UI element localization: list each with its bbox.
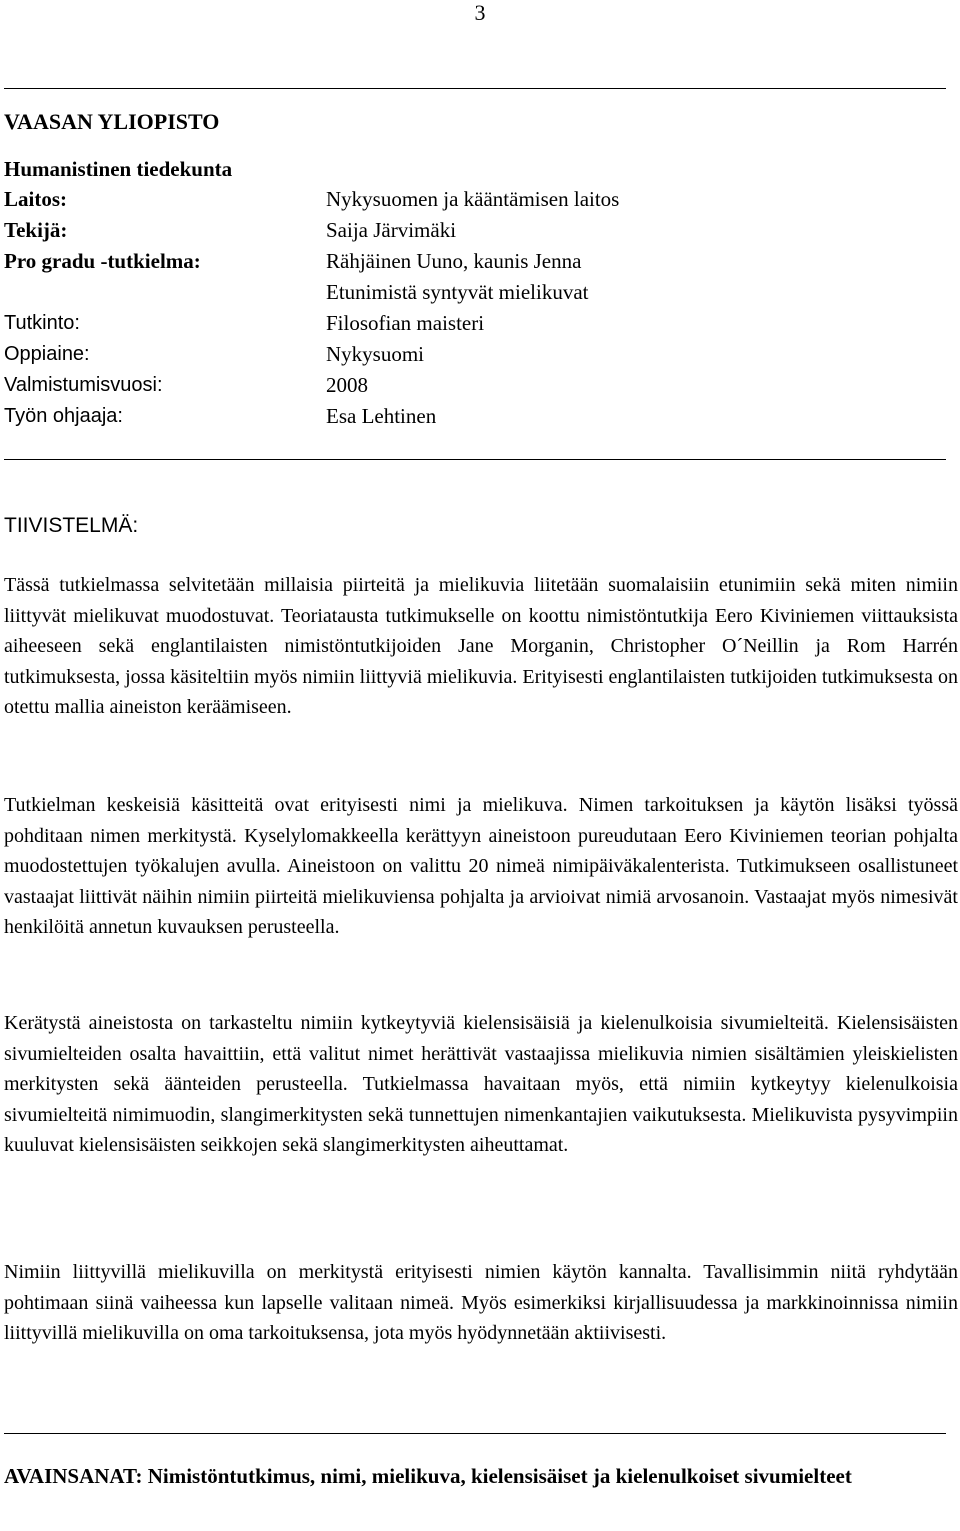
meta-value: Nykysuomen ja kääntämisen laitos xyxy=(326,187,620,211)
abstract-paragraph xyxy=(4,1008,958,1161)
meta-value: Rähjäinen Uuno, kaunis Jenna xyxy=(326,249,582,273)
meta-row-thesis-subtitle xyxy=(0,277,960,308)
meta-value: Saija Järvimäki xyxy=(326,218,457,242)
university-name: VAASAN YLIOPISTO xyxy=(4,109,220,134)
meta-row-thesis-title xyxy=(0,246,960,277)
keywords-divider xyxy=(4,1433,946,1434)
meta-row-department xyxy=(0,184,960,215)
meta-label: Valmistumisvuosi: xyxy=(4,374,163,396)
meta-divider xyxy=(4,459,946,460)
abstract-paragraph xyxy=(4,790,958,943)
abstract-paragraph xyxy=(4,570,958,723)
top-divider xyxy=(4,88,946,89)
faculty-name: Humanistinen tiedekunta xyxy=(4,157,233,181)
meta-label: Työn ohjaaja: xyxy=(4,405,123,427)
meta-row-author xyxy=(0,215,960,246)
meta-label: Tutkinto: xyxy=(4,312,80,334)
meta-value: Esa Lehtinen xyxy=(326,404,437,428)
abstract-heading: TIIVISTELMÄ: xyxy=(4,514,139,537)
meta-value: Etunimistä syntyvät mielikuvat xyxy=(326,280,589,304)
meta-label: Oppiaine: xyxy=(4,343,90,365)
paragraph-text: Tässä tutkielmassa selvitetään millaisia piirteitä ja mielikuvia liitetään suomalaisiin etunimiin sekä miten nimiin liittyvät mielikuvat muodostuvat. Teoriatausta tutkimukselle on koottu nimistöntutkija Eero Kiviniemen viittauksista aiheeseen sekä englantilaisten nimistöntutkijoiden Jane Morganin, Christopher O´Neillin ja Rom Harrén tutkimuksesta, jossa käsiteltiin myös nimiin liittyviä mielikuvia. Erityisesti englantilaisten tutkijoiden tutkimuksesta on otettu mallia aineiston keräämiseen. xyxy=(4,574,958,719)
paragraph-text: Kerätystä aineistosta on tarkasteltu nimiin kytkeytyviä kielensisäisiä ja kielenulkoisia sivumielteitä. Kielensisäisten sivumielteiden osalta havaittiin, että valitut nimet herättivät vastaajissa mielikuvia nimien sisältämien yleiskielisten merkitysten sekä äänteiden perusteella. Tutkielmassa havaitaan myös, että nimiin kytkeytyy kielenulkoisia sivumielteitä nimimuodin, slangimerkitysten sekä tunnettujen nimenkantajien vaikutuksesta. Mielikuvista pysyvimpiin kuuluvat kielensisäisten seikkojen sekä slangimerkitysten aiheuttamat. xyxy=(4,1012,958,1157)
meta-row-subject xyxy=(0,339,960,370)
meta-label: Tekijä: xyxy=(4,218,68,242)
meta-value: 2008 xyxy=(326,373,368,397)
paragraph-text: Nimiin liittyvillä mielikuvilla on merkitystä erityisesti nimien käytön kannalta. Tavallisimmin niitä ryhdytään pohtimaan siinä vaiheessa kun lapselle valitaan nimeä. Myös esimerkiksi kirjallisuudessa ja markkinoinnissa nimiin liittyvillä mielikuvilla on oma tarkoituksensa, jota myös hyödynnetään aktiivisesti. xyxy=(4,1261,958,1345)
meta-label: Laitos: xyxy=(4,187,67,211)
meta-row-year xyxy=(0,370,960,401)
abstract-paragraph xyxy=(4,1257,958,1349)
thesis-metadata xyxy=(0,184,960,432)
meta-value: Filosofian maisteri xyxy=(326,311,485,335)
meta-label: Pro gradu -tutkielma: xyxy=(4,249,201,273)
page-number: 3 xyxy=(474,0,486,25)
paragraph-text: Tutkielman keskeisiä käsitteitä ovat erityisesti nimi ja mielikuva. Nimen tarkoituksen ja käytön lisäksi työssä pohditaan nimen merkitystä. Kyselylomakkeella kerättyyn aineistoon pureudutaan Eero Kiviniemen teorian pohjalta muodostettujen työkalujen avulla. Aineistoon on valittu 20 nimeä nimipäiväkalenterista. Tutkimukseen osallistuneet vastaajat liittivät näihin nimiin piirteitä mielikuviensa pohjalta ja arvioivat nimiä arvosanoin. Vastaajat myös nimesivät henkilöitä annetun kuvauksen perusteella. xyxy=(4,794,958,939)
meta-row-degree xyxy=(0,308,960,339)
keywords: AVAINSANAT: Nimistöntutkimus, nimi, mielikuva, kielensisäiset ja kielenulkoiset sivumielteet xyxy=(4,1464,852,1488)
meta-value: Nykysuomi xyxy=(326,342,425,366)
meta-row-supervisor xyxy=(0,401,960,432)
